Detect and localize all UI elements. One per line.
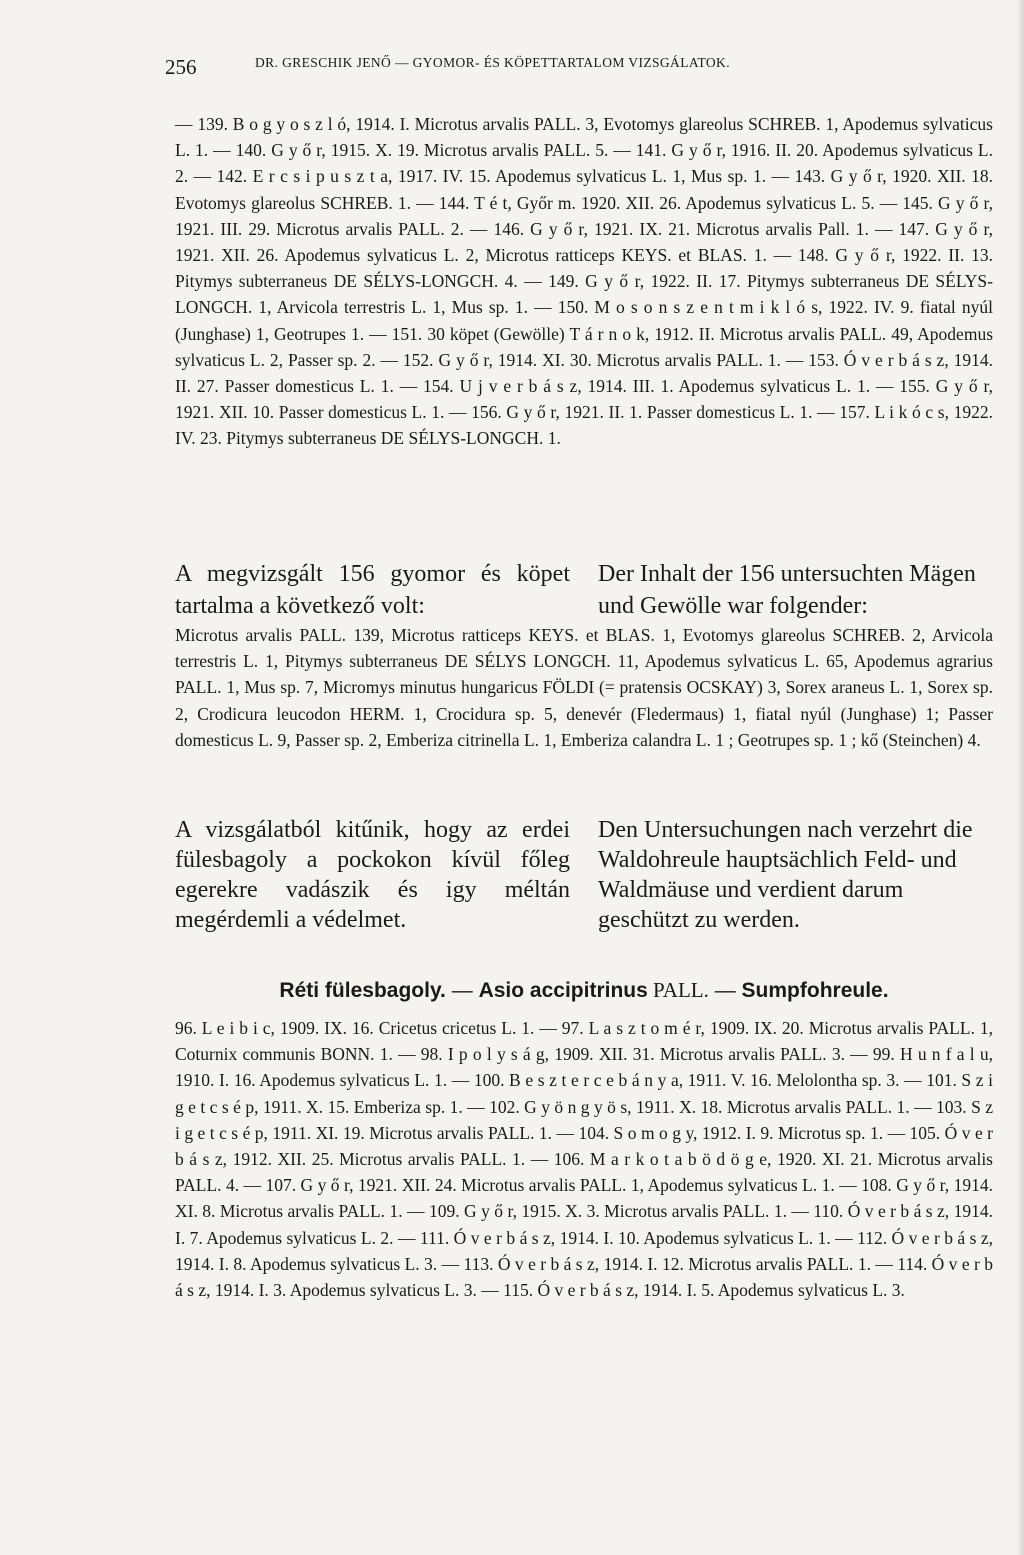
- records-paragraph-1: — 139. B o g y o s z l ó, 1914. I. Microtus arvalis PALL. 3, Evotomys glareolus SCHREB. 1, Apodemus sylvaticus L. 1. — 140. G y ő r, 1915. X. 19. Microtus arvalis PALL. 5. — 141. G y ő r, 1916. II. 20. Apodemus sylvaticus L. 2. — 142. E r c s i p u s z t a, 1917. IV. 15. Apodemus sylvaticus L. 1, Mus sp. 1. — 143. G y ő r, 1920. XII. 18. Evotomys glareolus SCHREB. 1. — 144. T é t, Győr m. 1920. XII. 26. Apodemus sylvaticus L. 5. — 145. G y ő r, 1921. III. 29. Microtus arvalis PALL. 2. — 146. G y ő r, 1921. IX. 21. Microtus arvalis Pall. 1. — 147. G y ő r, 1921. XII. 26. Apodemus sylvaticus L. 2, Microtus ratticeps KEYS. et BLAS. 1. — 148. G y ő r, 1922. II. 13. Pitymys subterraneus DE SÉLYS-LONGCH. 4. — 149. G y ő r, 1922. II. 17. Pitymys subterraneus DE SÉLYS-LONGCH. 1, Arvicola terrestris L. 1, Mus sp. 1. — 150. M o s o n s z e n t m i k l ó s, 1922. IV. 9. fiatal nyúl (Junghase) 1, Geotrupes 1. — 151. 30 köpet (Gewölle) T á r n o k, 1912. II. Microtus arvalis PALL. 49, Apodemus sylvaticus L. 2, Passer sp. 2. — 152. G y ő r, 1914. XI. 30. Microtus arvalis PALL. 1. — 153. Ó v e r b á s z, 1914. II. 27. Passer domesticus L. 1. — 154. U j v e r b á s z, 1914. III. 1. Apodemus sylvaticus L. 1. — 155. G y ő r, 1921. XII. 10. Passer domesticus L. 1. — 156. G y ő r, 1921. II. 1. Passer domesticus L. 1. — 157. L i k ó c s, 1922. IV. 23. Pitymys subterraneus DE SÉLYS-LONGCH. 1.: [175, 114, 993, 449]
- section-heading: [175, 978, 993, 1003]
- heading-separator-1: —: [445, 979, 479, 1002]
- page-header: [165, 55, 984, 79]
- running-head: DR. GRESCHIK JENŐ — GYOMOR- ÉS KÖPETTARTALOM VIZSGÁLATOK.: [255, 55, 730, 70]
- heading-hungarian: Réti fülesbagoly.: [279, 979, 446, 1002]
- summary-list-paragraph: Microtus arvalis PALL. 139, Microtus ratticeps KEYS. et BLAS. 1, Evotomys glareolus SCHREB. 2, Arvicola terrestris L. 1, Pitymys subterraneus DE SÉLYS LONGCH. 11, Apodemus sylvaticus L. 65, Apodemus agrarius PALL. 1, Mus sp. 7, Micromys minutus hungaricus FÖLDI (= pratensis OCSKAY) 3, Sorex araneus L. 1, Sorex sp. 2, Crodicura leucodon HERM. 1, Crocidura sp. 5, denevér (Fledermaus) 1, fiatal nyúl (Junghase) 1; Passer domesticus L. 9, Passer sp. 2, Emberiza citrinella L. 1, Emberiza calandra L. 1 ; Geotrupes sp. 1 ; kő (Steinchen) 4.: [175, 625, 993, 750]
- summary-intro-hungarian: A megvizsgált 156 gyomor és köpet tartalma a következő volt:: [175, 561, 570, 619]
- heading-german: Sumpfohreule.: [741, 979, 889, 1002]
- heading-author: PALL.: [647, 978, 709, 1002]
- page-number: 256: [165, 55, 197, 79]
- conclusion-hungarian: A vizsgálatból kitűnik, hogy az erdei fülesbagoly a pockokon kívül főleg egerekre vadászik és igy méltán megérdemli a védelmet.: [175, 817, 570, 933]
- heading-separator-2: —: [708, 979, 742, 1002]
- conclusion: [175, 815, 993, 935]
- heading-latin: Asio accipitrinus: [478, 979, 648, 1002]
- summary-intro: [175, 558, 993, 622]
- conclusion-german: Den Untersuchungen nach verzehrt die Waldohreule hauptsächlich Feld- und Waldmäuse und verdient darum geschützt zu werden.: [598, 817, 973, 933]
- records-paragraph-2: 96. L e i b i c, 1909. IX. 16. Cricetus cricetus L. 1. — 97. L a s z t o m é r, 1909. IX. 20. Microtus arvalis PALL. 1, Coturnix communis BONN. 1. — 98. I p o l y s á g, 1909. XII. 31. Microtus arvalis PALL. 3. — 99. H u n f a l u, 1910. I. 16. Apodemus sylvaticus L. 1. — 100. B e s z t e r c e b á n y a, 1911. V. 16. Melolontha sp. 3. — 101. S z i g e t c s é p, 1911. X. 15. Emberiza sp. 1. — 102. G y ö n g y ö s, 1911. X. 18. Microtus arvalis PALL. 1. — 103. S z i g e t c s é p, 1911. XI. 19. Microtus arvalis PALL. 1. — 104. S o m o g y, 1912. I. 9. Microtus sp. 1. — 105. Ó v e r b á s z, 1912. XII. 25. Microtus arvalis PALL. 1. — 106. M a r k o t a b ö d ö g e, 1920. XI. 21. Microtus arvalis PALL. 4. — 107. G y ő r, 1921. XII. 24. Microtus arvalis PALL. 1, Apodemus sylvaticus L. 1. — 108. G y ő r, 1914. XI. 8. Microtus arvalis PALL. 1. — 109. G y ő r, 1915. X. 3. Microtus arvalis PALL. 1. — 110. Ó v e r b á s z, 1914. I. 7. Apodemus sylvaticus L. 2. — 111. Ó v e r b á s z, 1914. I. 10. Apodemus sylvaticus L. 1. — 112. Ó v e r b á s z, 1914. I. 8. Apodemus sylvaticus L. 3. — 113. Ó v e r b á s z, 1914. I. 12. Microtus arvalis PALL. 1. — 114. Ó v e r b á s z, 1914. I. 3. Apodemus sylvaticus L. 3. — 115. Ó v e r b á s z, 1914. I. 5. Apodemus sylvaticus L. 3.: [175, 1018, 993, 1301]
- page-edge: [1016, 0, 1024, 1555]
- summary-intro-german: Der Inhalt der 156 untersuchten Mägen und Gewölle war folgender:: [598, 561, 976, 619]
